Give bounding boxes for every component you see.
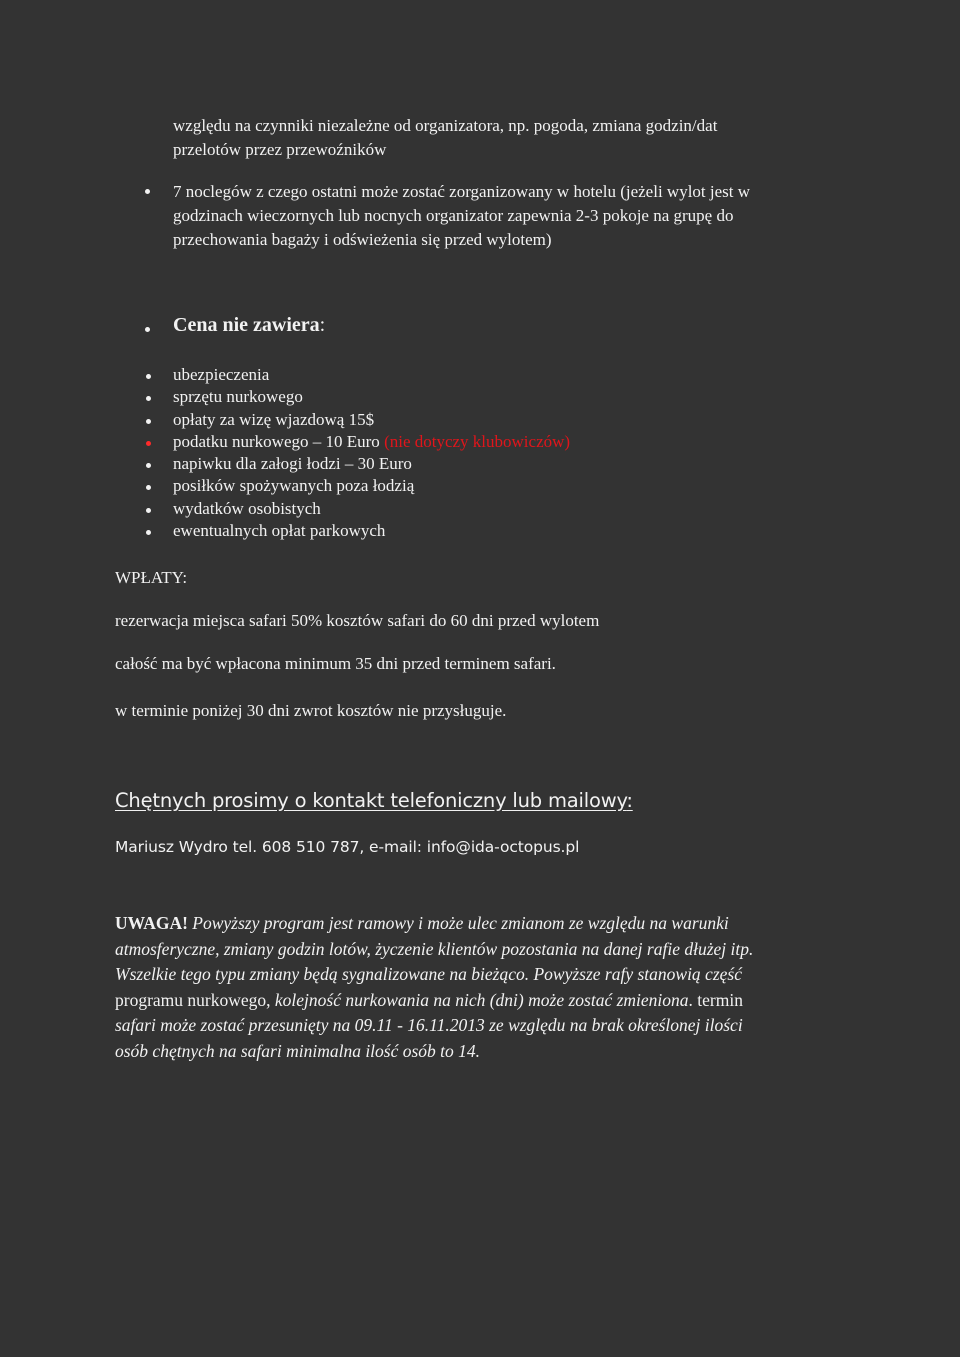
notice-text-1: Powyższy program jest ramowy i może ulec zmianom ze względu na warunki [192,913,729,933]
bullet-icon [146,463,151,468]
list-item-note: (nie dotyczy klubowiczów) [384,431,571,451]
bullet-icon [146,530,151,535]
intro-paragraph [173,114,717,162]
list-item [173,386,570,408]
list-item-text: napiwku dla załogi łodzi – 30 Euro [173,454,412,474]
bullet-icon [146,485,151,490]
notice-line-4 [115,988,895,1014]
list-item-text: podatku nurkowego – 10 Euro [173,431,380,451]
list-item [173,475,570,497]
contact-heading [115,789,633,812]
list-item [173,520,570,542]
list-item [173,453,570,475]
notice-line-3 [115,962,895,988]
accommodation-line-2: godzinach wieczornych lub nocnych organizator zapewnia 2-3 pokoje na grupę do [173,206,734,225]
bullet-icon [146,419,151,424]
excluded-heading-text: Cena nie zawiera [173,314,320,336]
notice-line-6 [115,1039,895,1065]
contact-heading-colon: : [626,789,633,812]
accommodation-line-3: przechowania bagaży i odświeżenia się przed wylotem) [173,230,552,249]
list-item-text: sprzętu nurkowego [173,387,303,407]
intro-line-1: względu na czynniki niezależne od organizatora, np. pogoda, zmiana godzin/dat [173,116,718,135]
excluded-heading-colon: : [319,314,326,336]
notice-text-2: atmosferyczne, zmiany godzin lotów, życzenie klientów pozostania na danej rafie dłużej itp. [115,938,754,959]
payments-heading: WPŁATY: [115,568,188,587]
list-item-text: wydatków osobistych [173,498,321,518]
excluded-heading [173,314,325,337]
notice-text-6: osób chętnych na safari minimalna ilość osób to 14. [115,1040,481,1061]
payments-refund: w terminie poniżej 30 dni zwrot kosztów nie przysługuje. [115,701,507,720]
excluded-list [173,364,570,542]
list-item-text: ubezpieczenia [173,365,270,384]
contact-heading-text: Chętnych prosimy o kontakt telefoniczny lub mailowy [115,789,627,812]
list-item-text: opłaty za wizę wjazdową 15$ [173,409,375,429]
notice-text-5: safari może zostać przesunięty na 09.11 - 16.11.2013 ze względu na brak określonej ilości [115,1015,743,1035]
list-item-text: ewentualnych opłat parkowych [173,521,386,541]
notice-line-5 [115,1013,895,1039]
notice-line-2 [115,937,895,963]
bullet-icon [146,508,151,513]
bullet-icon [145,189,150,194]
notice-paragraph [115,911,895,1064]
notice-text-3: Wszelkie tego typu zmiany będą sygnalizowane na bieżąco. Powyższe rafy stanowią część [115,964,742,984]
payments-deposit: rezerwacja miejsca safari 50% kosztów safari do 60 dni przed wylotem [115,611,600,630]
list-item [173,409,570,431]
contact-line: Mariusz Wydro tel. 608 510 787, e-mail: info@ida-octopus.pl [115,838,580,856]
list-item [173,364,570,386]
intro-line-2: przelotów przez przewoźników [173,140,387,159]
list-item [173,431,570,453]
payments-full: całość ma być wpłacona minimum 35 dni przed terminem safari. [115,654,556,673]
notice-text-4b: kolejność nurkowania na nich (dni) może zostać zmieniona [274,989,689,1010]
notice-text-4a: programu nurkowego, [115,989,271,1010]
list-item-text: posiłków spożywanych poza łodzią [173,476,415,496]
accommodation-line-1: 7 noclegów z czego ostatni może zostać zorganizowany w hotelu (jeżeli wylot jest w [173,182,751,201]
bullet-icon [146,396,151,401]
bullet-icon [146,441,151,446]
notice-line-1 [115,911,895,937]
notice-text-4c: . termin [688,989,743,1010]
bullet-icon [145,327,150,332]
bullet-icon [146,374,151,379]
list-item [173,498,570,520]
notice-label: UWAGA! [115,913,188,933]
accommodation-paragraph [173,180,750,252]
